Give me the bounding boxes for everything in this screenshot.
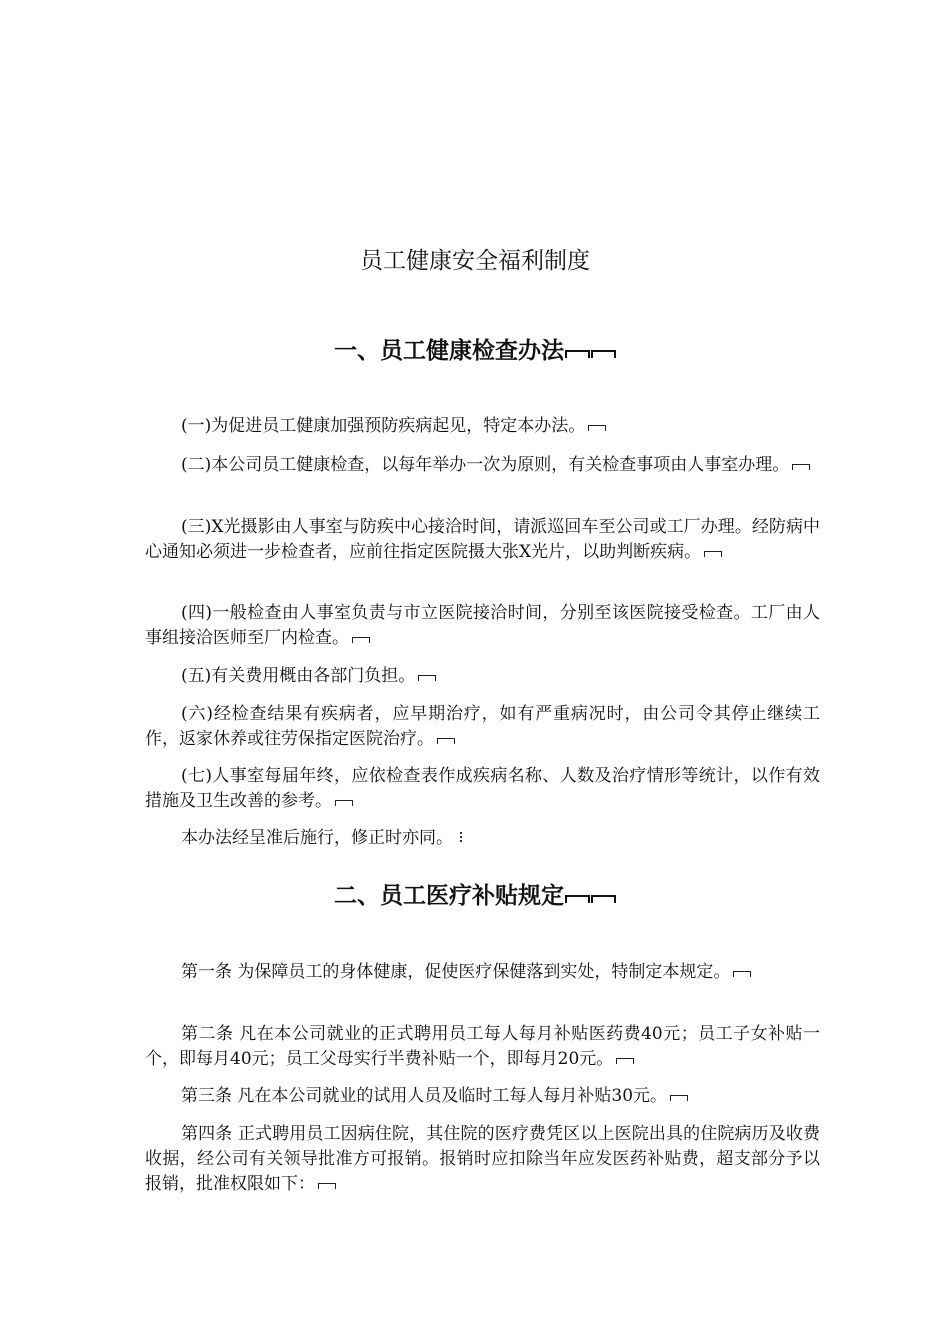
paragraph-text: 第四条 正式聘用员工因病住院，其住院的医疗费凭区以上医院出具的住院病历及收费收据，经公司有关领导批准方可报销。报销时应扣除当年应发医药补贴费，超支部分予以报销，批准权限如下：	[145, 1124, 820, 1194]
section-heading-health-check	[0, 336, 950, 366]
paragraph	[145, 515, 820, 565]
paragraph-text: (五)有关费用概由各部门负担。	[181, 666, 416, 686]
paragraph	[145, 764, 820, 814]
line-break-icon	[591, 895, 616, 903]
paragraph-text: (二)本公司员工健康检查，以每年举办一次为原则，有关检查事项由人事室办理。	[181, 455, 790, 475]
paragraph-text: (六)经检查结果有疾病者，应早期治疗，如有严重病况时，由公司令其停止继续工作，返家休养或往劳保指定医院治疗。	[145, 704, 820, 749]
line-break-icon	[418, 675, 436, 681]
line-break-icon	[616, 1058, 634, 1064]
document-title: 员工健康安全福利制度	[360, 248, 590, 274]
line-break-icon	[733, 971, 751, 977]
paragraph	[145, 414, 820, 439]
paragraph	[145, 826, 820, 851]
line-break-icon	[335, 800, 353, 806]
paragraph-text: (四)一般检查由人事室负责与市立医院接洽时间，分别至该医院接受检查。工厂由人事组接洽医师至厂内检查。	[145, 603, 820, 648]
paragraph	[145, 664, 820, 689]
paragraph	[145, 1022, 820, 1072]
section-heading-medical-subsidy	[0, 881, 950, 911]
paragraph-text: (一)为促进员工健康加强预防疾病起见，特定本办法。	[181, 416, 586, 436]
paragraph-text: 本办法经呈准后施行，修正时亦同。	[181, 828, 453, 848]
paragraph-text: (三)X光摄影由人事室与防疾中心接洽时间，请派巡回车至公司或工厂办理。经防病中心通知必须进一步检查者，应前往指定医院摄大张X光片，以助判断疾病。	[145, 517, 820, 562]
line-break-icon	[565, 350, 590, 358]
paragraph-text: 第一条 为保障员工的身体健康，促使医疗保健落到实处，特制定本规定。	[181, 962, 731, 982]
line-break-icon	[591, 350, 616, 358]
line-break-icon	[437, 738, 455, 744]
paragraph	[145, 601, 820, 651]
paragraph	[145, 960, 820, 985]
section-heading-text: 一、员工健康检查办法	[334, 338, 564, 364]
paragraph	[145, 702, 820, 752]
line-break-icon	[588, 425, 606, 431]
paragraph-text: 第三条 凡在本公司就业的试用人员及临时工每人每月补贴30元。	[181, 1086, 668, 1106]
line-break-icon	[318, 1183, 336, 1189]
paragraph	[145, 1084, 820, 1109]
line-break-icon	[670, 1095, 688, 1101]
paragraph-text: 第二条 凡在本公司就业的正式聘用员工每人每月补贴医药费40元；员工子女补贴一个，即每月40元；员工父母实行半费补贴一个，即每月20元。	[145, 1024, 820, 1069]
line-break-icon	[792, 464, 810, 470]
paragraph-text: (七)人事室每届年终，应依检查表作成疾病名称、人数及治疗情形等统计，以作有效措施及卫生改善的参考。	[145, 766, 820, 811]
paragraph-end-icon	[459, 830, 463, 844]
line-break-icon	[352, 637, 370, 643]
paragraph	[145, 453, 820, 478]
line-break-icon	[704, 551, 722, 557]
paragraph	[145, 1122, 820, 1197]
section-heading-text: 二、员工医疗补贴规定	[334, 883, 564, 909]
line-break-icon	[565, 895, 590, 903]
